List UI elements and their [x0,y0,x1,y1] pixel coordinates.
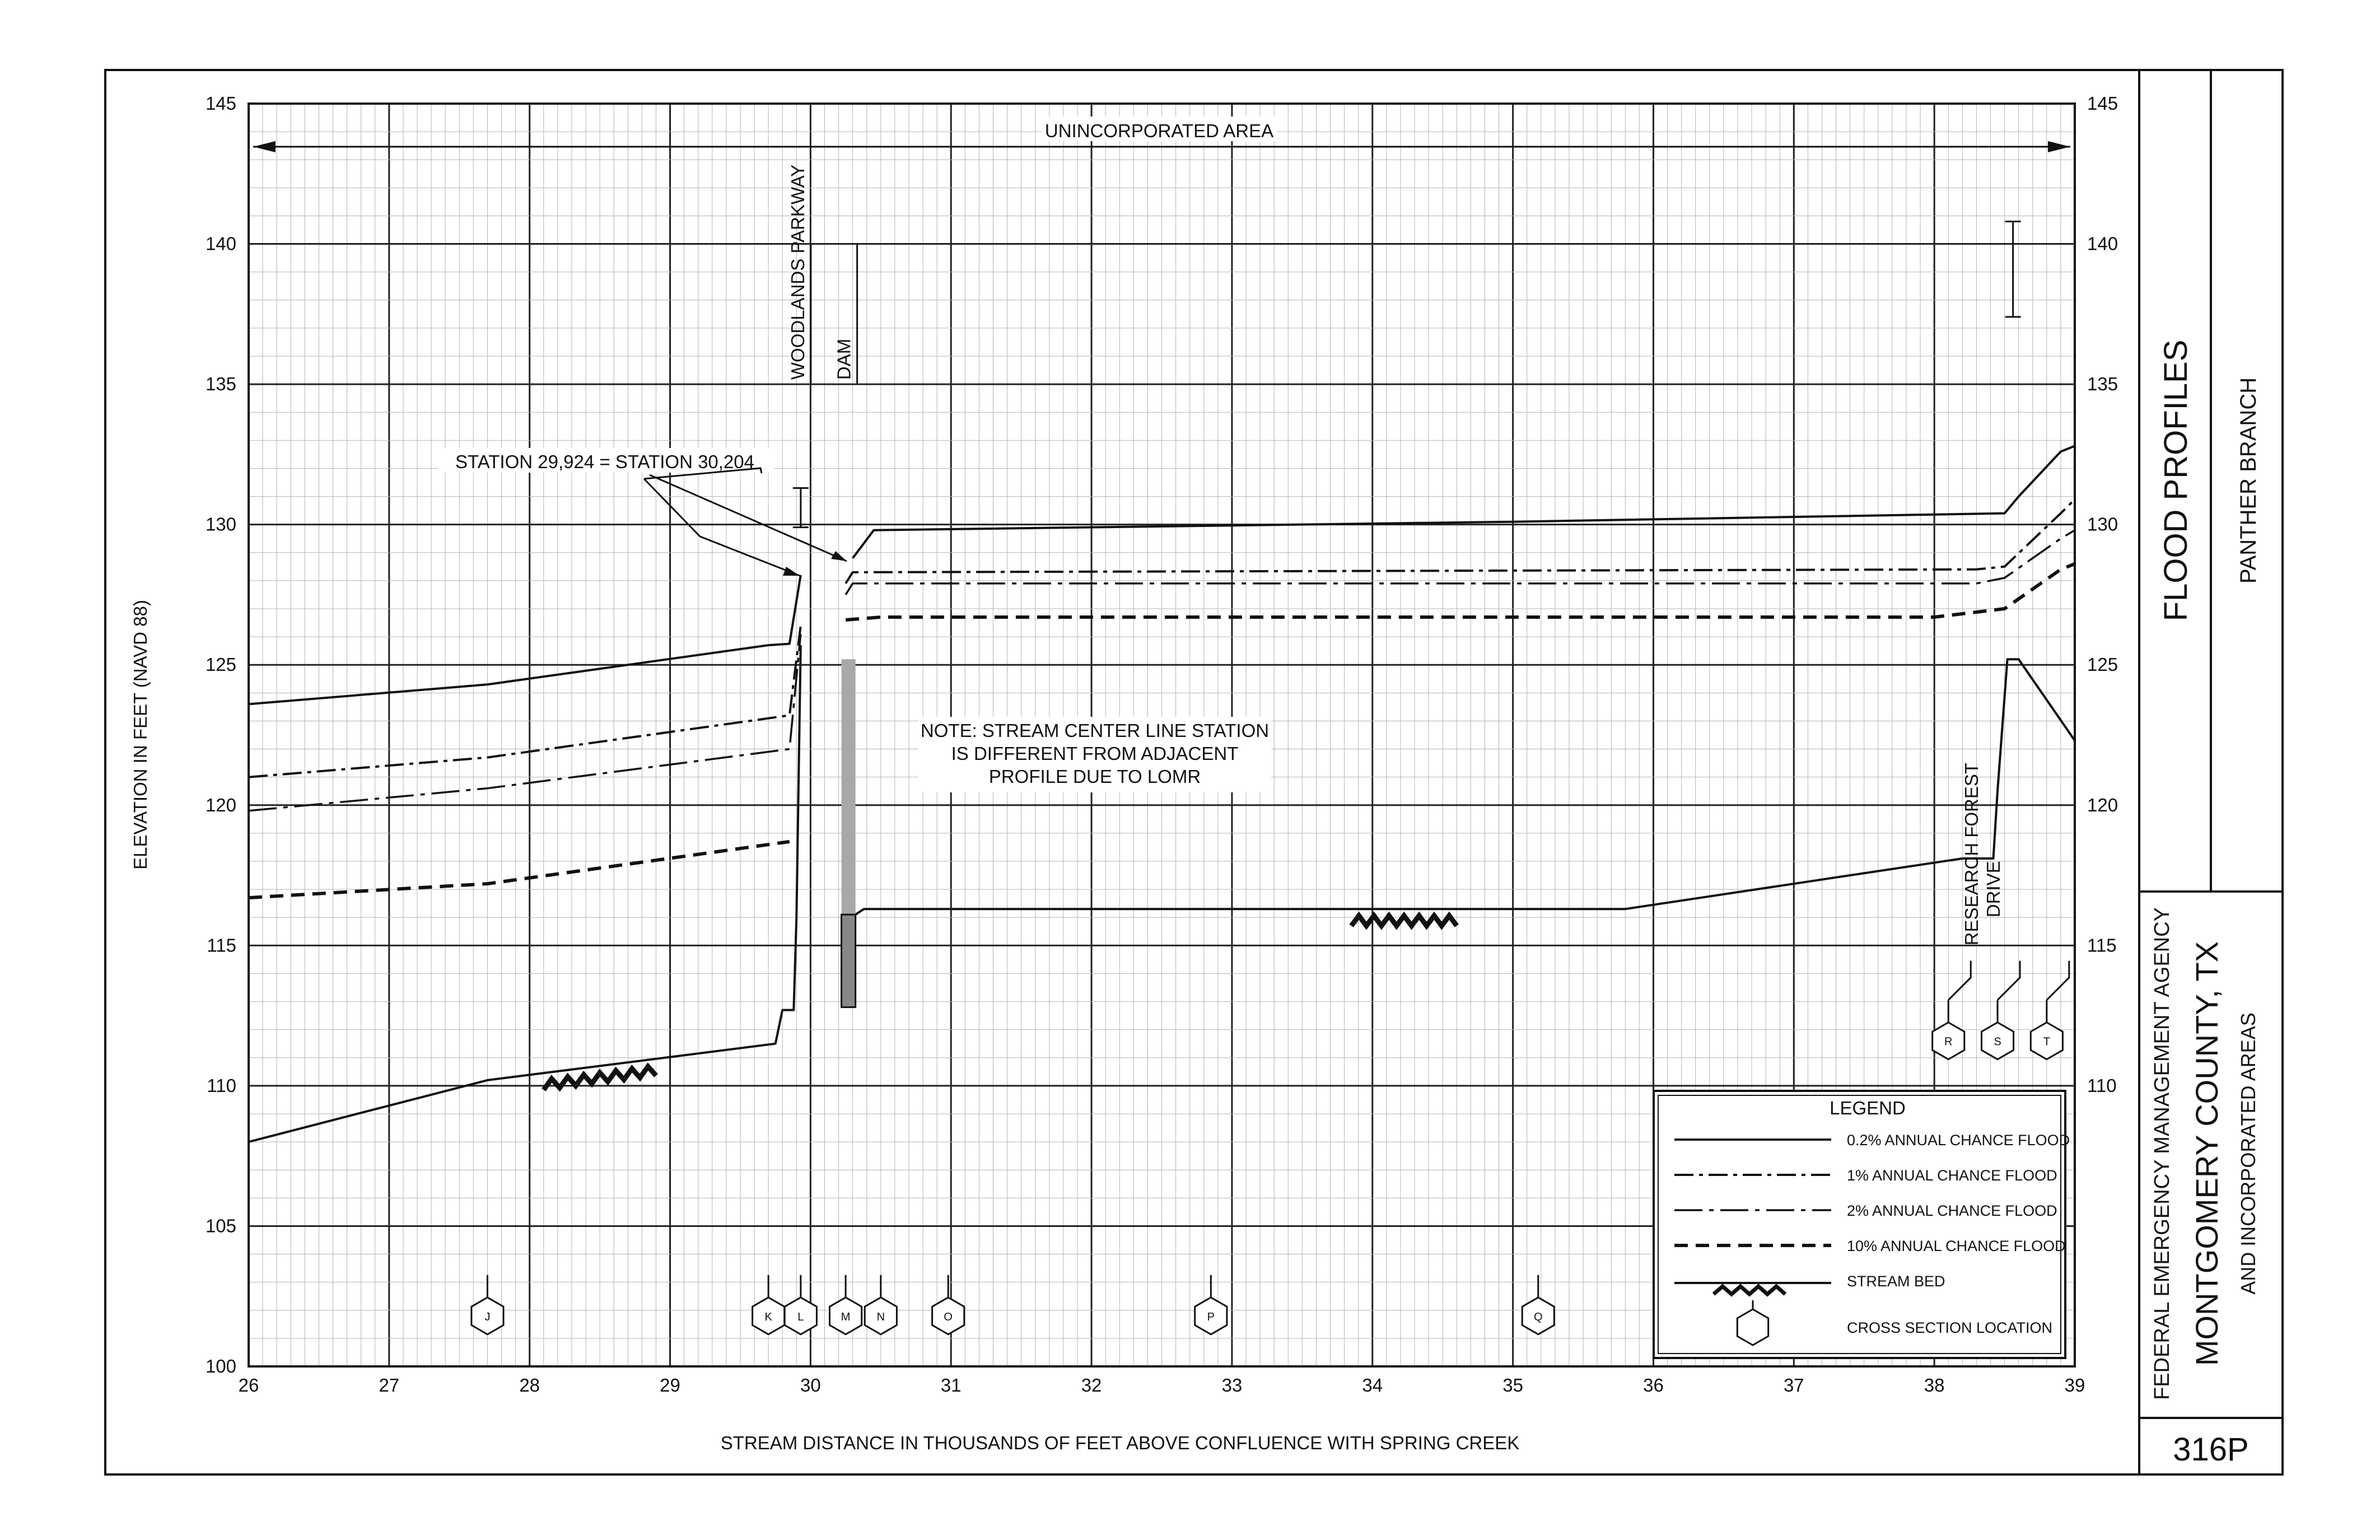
title-county: MONTGOMERY COUNTY, TX [2189,941,2224,1366]
y-tick-label-left: 115 [207,935,236,956]
y-tick-label-right: 110 [2087,1075,2117,1096]
x-tick-label: 27 [379,1375,400,1396]
structure-label: RESEARCH FOREST [1961,762,1982,946]
title-flood-profiles: FLOOD PROFILES [2158,339,2194,622]
x-tick-label: 37 [1783,1375,1804,1396]
x-tick-label: 31 [940,1375,962,1396]
y-tick-label-left: 125 [205,654,236,675]
x-tick-label: 28 [519,1375,540,1396]
y-tick-label-right: 115 [2087,935,2117,956]
cross-section-label: T [2043,1035,2050,1048]
unincorporated-label: UNINCORPORATED AREA [1044,120,1274,141]
y-tick-label-left: 130 [205,514,236,535]
legend-item-label: CROSS SECTION LOCATION [1847,1319,2053,1336]
dam-bar-lower [842,914,856,1007]
x-tick-label: 39 [2064,1375,2085,1396]
y-tick-label-left: 100 [205,1356,236,1376]
title-areas: AND INCORPORATED AREAS [2237,1012,2260,1295]
title-panel-number: 316P [2173,1431,2249,1468]
x-tick-label: 34 [1362,1375,1383,1396]
y-tick-label-left: 110 [207,1075,236,1096]
cross-section-label: R [1944,1035,1953,1048]
y-tick-label-left: 120 [205,794,236,815]
cross-section-label: L [797,1310,804,1323]
x-tick-label: 32 [1081,1375,1102,1396]
y-tick-label-right: 140 [2087,233,2118,254]
cross-section-label: P [1207,1310,1215,1323]
x-tick-label: 26 [238,1375,259,1396]
legend-swatch-hexagon [1737,1309,1768,1345]
legend-item-label: 2% ANNUAL CHANCE FLOOD [1847,1202,2057,1219]
title-stream-name: PANTHER BRANCH [2236,377,2261,584]
cross-section-label: Q [1533,1310,1543,1323]
note-line-2: IS DIFFERENT FROM ADJACENT [951,743,1239,764]
y-tick-label-right: 120 [2087,794,2118,815]
y-tick-label-left: 145 [205,93,236,114]
note-line-1: NOTE: STREAM CENTER LINE STATION [920,720,1270,741]
x-tick-label: 30 [800,1375,821,1396]
station-label: STATION 29,924 = STATION 30,204 [455,451,755,472]
cross-section-label: J [484,1310,491,1323]
y-tick-label-right: 145 [2087,93,2118,114]
structure-label: DRIVE [1983,861,2004,918]
y-tick-label-right: 135 [2087,374,2118,395]
x-tick-label: 36 [1643,1375,1664,1396]
y-tick-label-right: 125 [2087,654,2118,675]
x-axis-label: STREAM DISTANCE IN THOUSANDS OF FEET ABOVE CONFLUENCE WITH SPRING CREEK [720,1432,1520,1453]
x-tick-label: 38 [1924,1375,1945,1396]
cross-section-label: M [841,1310,851,1323]
y-tick-label-left: 105 [205,1215,236,1236]
y-axis-label: ELEVATION IN FEET (NAVD 88) [130,600,151,870]
x-tick-label: 35 [1502,1375,1523,1396]
dam-bar-upper [842,659,856,917]
y-tick-label-left: 140 [205,233,236,254]
cross-section-label: K [764,1310,772,1323]
structure-label: DAM [833,338,855,380]
cross-section-label: N [876,1310,885,1323]
note-line-3: PROFILE DUE TO LOMR [988,766,1201,787]
legend-item-label: STREAM BED [1847,1273,1945,1290]
legend-item-label: 10% ANNUAL CHANCE FLOOD [1847,1238,2066,1254]
legend-box [1654,1091,2065,1358]
legend-item-label: 1% ANNUAL CHANCE FLOOD [1847,1167,2057,1184]
structure-label: WOODLANDS PARKWAY [787,164,808,380]
y-tick-label-right: 130 [2087,514,2118,535]
y-tick-label-left: 135 [205,374,236,395]
cross-section-label: O [944,1310,953,1323]
legend-title: LEGEND [1830,1098,1906,1118]
cross-section-label: S [1994,1035,2001,1048]
title-agency: FEDERAL EMERGENCY MANAGEMENT AGENCY [2150,907,2174,1400]
legend-item-label: 0.2% ANNUAL CHANCE FLOOD [1847,1132,2070,1149]
x-tick-label: 33 [1221,1375,1243,1396]
x-tick-label: 29 [660,1375,680,1396]
legend [1654,1091,2070,1358]
